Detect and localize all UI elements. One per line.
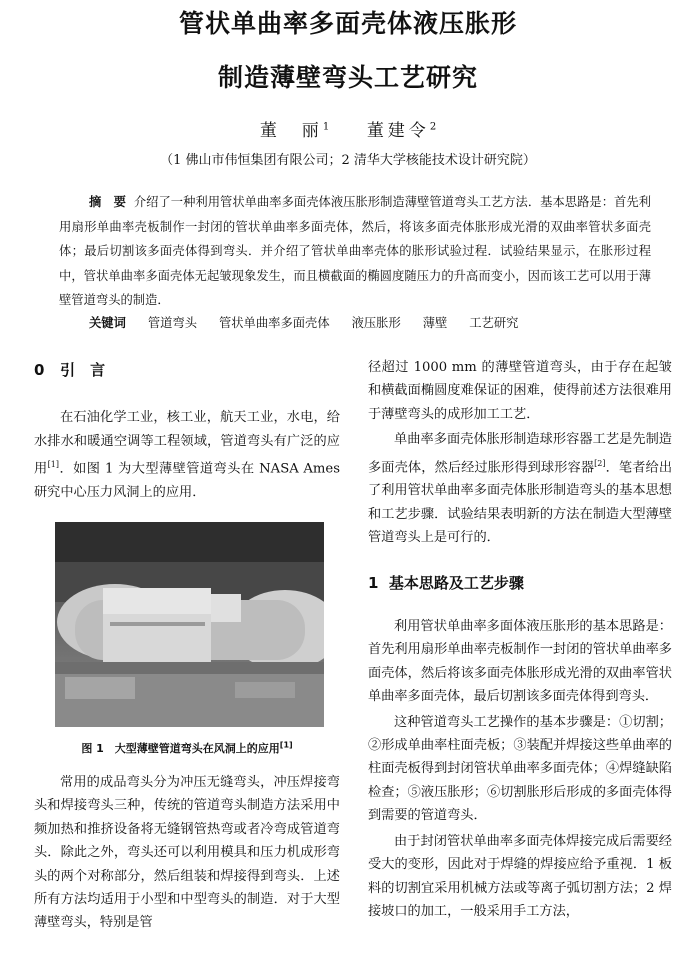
author-2-affil-mark: 2 <box>429 121 437 133</box>
left-column <box>34 359 340 504</box>
section-0-title: 引 言 <box>60 361 106 379</box>
keyword: 薄壁 <box>422 316 448 330</box>
citation: [1] <box>279 740 293 750</box>
figure-caption-text: 图 1 大型薄壁管道弯头在风洞上的应用 <box>81 742 280 755</box>
keyword: 管道弯头 <box>147 316 198 330</box>
citation: [2] <box>594 458 606 468</box>
section-1-title: 基本思路及工艺步骤 <box>388 573 524 592</box>
section-1-number: 1 <box>368 573 379 592</box>
section-0-heading <box>34 359 340 382</box>
abstract <box>59 190 651 313</box>
keyword: 工艺研究 <box>469 316 519 330</box>
keywords-label: 关键词 <box>89 316 126 330</box>
wind-tunnel-photo-drawing <box>55 522 324 727</box>
title-line-2: 制造薄壁弯头工艺研究 <box>217 63 478 92</box>
intro-paragraph-1 <box>34 406 340 504</box>
section-0-number: 0 <box>34 361 45 379</box>
intro-paragraph-2: 常用的成品弯头分为冲压无缝弯头，冲压焊接弯头和焊接弯头三种，传统的管道弯头制造方法采用中频加热和推挤设备将无缝钢管热弯或者冷弯成管道弯头．除此之外，弯头还可以利用模具和压力机成形弯头的两个对称部分，然后组装和焊接得到弯头．上述所有方法均适用于小型和中型弯头的制造．对于大型薄壁弯头，特别是管 <box>34 775 340 931</box>
right-column <box>368 356 672 923</box>
intro-text: 在石油化学工业，核工业，航天工业，水电，给水排水和暖通空调等工程领域，管道弯头有广泛的应用 <box>34 410 340 477</box>
intro-text: 单曲率多面壳体胀形制造球形容器工艺是先制造多面壳体，然后经过胀形得到球形容器 <box>368 432 672 476</box>
wind-tunnel-photo <box>55 522 324 727</box>
author-2: 董建令 <box>366 121 430 141</box>
left-column-lower <box>34 771 340 935</box>
abstract-text: 介绍了一种利用管状单曲率多面壳体液压胀形制造薄壁管道弯头工艺方法．基本思路是：首先利用扇形单曲率壳板制作一封闭的管状单曲率多面壳体，然后，将该多面壳体胀形成光滑的双曲率管状多面壳体；最后切割该多面壳体得到弯头．并介绍了管状单曲率壳体的胀形试验过程．试验结果显示，在胀形过程中，管状单曲率多面壳体无起皱现象发生，而且横截面的椭圆度随压力的升高而变小，因而该工艺可以用于薄壁管道弯头的制造． <box>59 195 651 308</box>
affiliation: （1 佛山市伟恒集团有限公司；2 清华大学核能技术设计研究院） <box>160 153 536 168</box>
section-1-heading <box>368 572 672 595</box>
intro-text-end: ．笔者给出了利用管状单曲率多面壳体胀形制造弯头的基本思想和工艺步骤．试验结果表明新的方法在制造大型薄壁管道弯头上是可行的． <box>368 460 673 546</box>
intro-paragraph-3: 径超过 1000 mm 的薄壁管道弯头，由于存在起皱和横截面椭圆度难保证的困难，使得前述方法很难用于薄壁弯头的成形加工工艺． <box>368 360 672 422</box>
intro-text-end: ．如图 1 为大型薄壁管道弯头在 NASA Ames 研究中心压力风洞上的应用． <box>34 461 341 501</box>
method-paragraph-2: 这种管道弯头工艺操作的基本步骤是：①切割；②形成单曲率柱面壳板；③装配并焊接这些单曲率的柱面壳板得到封闭管状单曲率多面壳体；④焊缝缺陷检查；⑤液压胀形；⑥切割胀形后形成的多面壳体得到需要的管道弯头． <box>368 714 672 824</box>
intro-paragraph-4 <box>368 428 672 549</box>
method-paragraph-1: 利用管状单曲率多面体液压胀形的基本思路是：首先利用扇形单曲率壳板制作一封闭的管状单曲率多面壳体，然后将该多面壳体胀形成光滑的双曲率管状单曲率多面壳体，最后切割该多面壳体得到弯头． <box>368 619 672 705</box>
keyword: 液压胀形 <box>351 316 401 330</box>
keywords <box>89 313 649 331</box>
citation: [1] <box>47 460 59 470</box>
title-line-1: 管状单曲率多面壳体液压胀形 <box>178 9 517 38</box>
abstract-label: 摘 要 <box>89 195 126 209</box>
figure-1-caption <box>34 740 340 756</box>
method-paragraph-3: 由于封闭管状单曲率多面壳体焊接完成后需要经受大的变形，因此对于焊缝的焊接应给予重视．1 板料的切割宜采用机械方法或等离子弧切割方法；2 焊接坡口的加工，一般采用手工方法， <box>368 833 672 919</box>
author-1: 董 丽 <box>259 121 323 141</box>
authors <box>0 116 696 141</box>
author-1-affil-mark: 1 <box>322 121 330 133</box>
keyword: 管状单曲率多面壳体 <box>218 316 330 330</box>
